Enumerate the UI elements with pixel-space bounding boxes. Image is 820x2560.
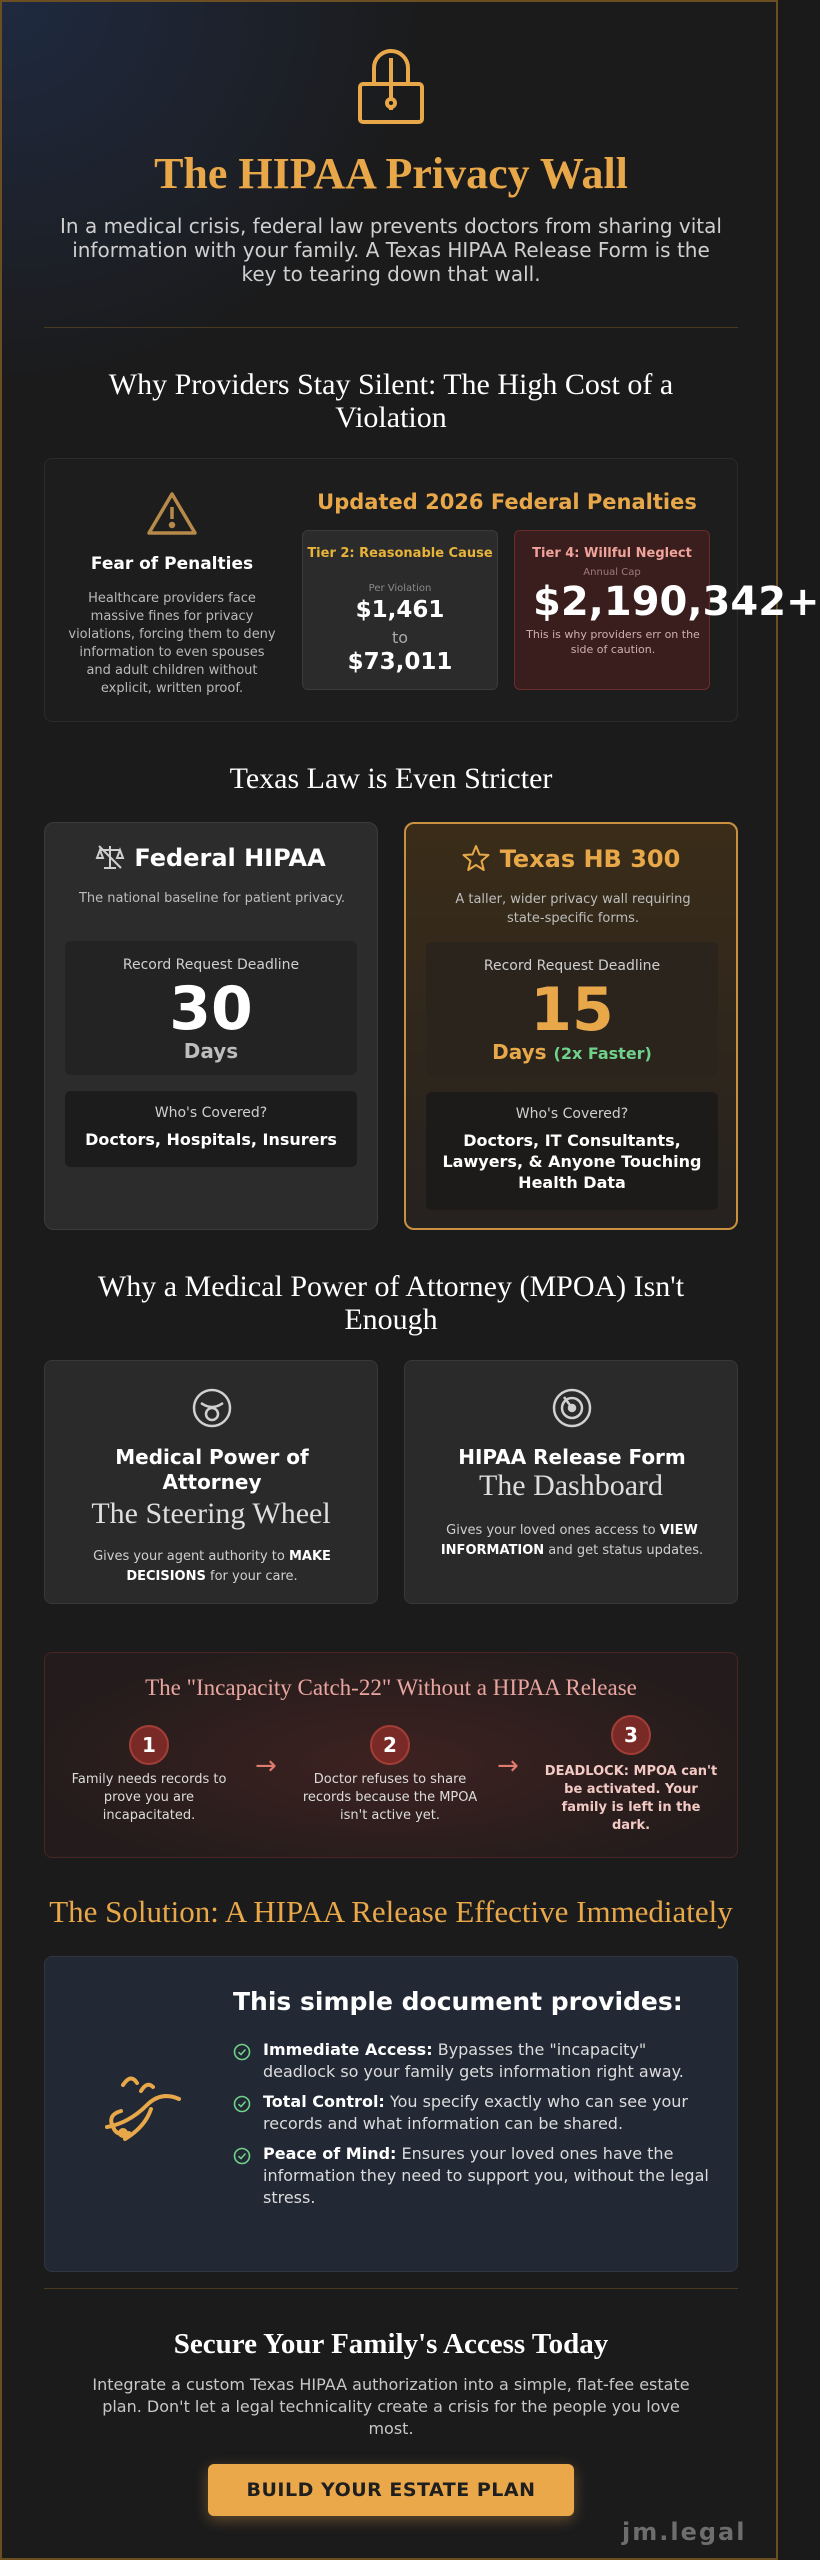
hipaa-release-metaphor: The Dashboard xyxy=(478,1469,664,1502)
texas-title-row xyxy=(406,844,736,873)
solution-item: Immediate Access: Bypasses the "incapacity" deadlock so your family gets information right away. xyxy=(233,2039,713,2083)
check-circle-icon xyxy=(233,2147,251,2165)
fear-title: Fear of Penalties xyxy=(90,554,254,574)
section-title-solution: The Solution: A HIPAA Release Effective Immediately xyxy=(49,1894,733,1929)
mpoa-card xyxy=(44,1360,378,1604)
solution-heading: This simple document provides: xyxy=(233,1987,683,2016)
solution-item: Peace of Mind: Ensures your loved ones have the information they need to support you, without the legal stress. xyxy=(233,2143,713,2209)
step-text: DEADLOCK: MPOA can't be activated. Your family is left in the dark. xyxy=(544,1764,718,1833)
brand-logo: jm.legal xyxy=(622,2518,747,2546)
texas-deadline-value: 15 xyxy=(530,975,614,1045)
federal-desc: The national baseline for patient privacy. xyxy=(78,891,346,906)
texas-deadline-unit-row xyxy=(426,1040,718,1064)
step-text: Family needs records to prove you are incapacitated. xyxy=(71,1772,227,1823)
federal-covered-label: Who's Covered? xyxy=(154,1105,268,1121)
steering-wheel-icon xyxy=(191,1387,233,1429)
step-number: 1 xyxy=(129,1725,169,1765)
federal-deadline-unit: Days xyxy=(183,1039,239,1063)
tier2-min: $1,461 xyxy=(355,597,445,623)
build-estate-plan-button[interactable]: BUILD YOUR ESTATE PLAN xyxy=(208,2464,574,2516)
warning-triangle-icon xyxy=(146,490,198,536)
section-title-mpoa: Why a Medical Power of Attorney (MPOA) Isn't Enough xyxy=(97,1270,685,1336)
texas-covered-label: Who's Covered? xyxy=(515,1106,629,1122)
section-title-texas: Texas Law is Even Stricter xyxy=(229,762,553,795)
step-number: 2 xyxy=(370,1725,410,1765)
hipaa-release-desc: Gives your loved ones access to VIEW INFORMATION and get status updates. xyxy=(440,1523,704,1558)
tier2-note: Per Violation xyxy=(368,583,432,594)
federal-title-row xyxy=(45,843,377,872)
dashboard-gauge-icon xyxy=(551,1387,593,1429)
key-unlock-icon xyxy=(93,2057,193,2157)
texas-covered-value: Doctors, IT Consultants, Lawyers, & Anyone Touching Health Data xyxy=(442,1131,702,1192)
catch22-title: The "Incapacity Catch-22" Without a HIPAA Release xyxy=(145,1675,637,1700)
mpoa-metaphor: The Steering Wheel xyxy=(91,1497,331,1530)
fear-text: Healthcare providers face massive fines for privacy violations, forcing them to deny information to even spouses and adult children without explicit, written proof. xyxy=(68,591,276,696)
hipaa-release-title: HIPAA Release Form xyxy=(458,1445,686,1469)
texas-hb300-card xyxy=(404,822,738,1230)
solution-item: Total Control: You specify exactly who can see your records and what information can be shared. xyxy=(233,2091,713,2135)
tier2-card xyxy=(302,530,498,690)
divider xyxy=(44,2288,738,2289)
federal-deadline-value: 30 xyxy=(169,974,253,1044)
arrow-right-icon: → xyxy=(497,1751,519,1781)
solution-card xyxy=(44,1956,738,2272)
page-title: The HIPAA Privacy Wall xyxy=(154,149,628,198)
mpoa-desc: Gives your agent authority to MAKE DECISIONS for your care. xyxy=(93,1549,331,1584)
page-subtitle: In a medical crisis, federal law prevents doctors from sharing vital information with your family. A Texas HIPAA Release Form is the key to tearing down that wall. xyxy=(60,214,722,286)
federal-covered-value: Doctors, Hospitals, Insurers xyxy=(85,1130,337,1149)
texas-deadline-unit: Days xyxy=(492,1040,547,1064)
texas-covered-box xyxy=(426,1092,718,1210)
star-icon xyxy=(462,844,490,872)
federal-covered-box xyxy=(65,1091,357,1167)
step-number: 3 xyxy=(611,1715,651,1755)
arrow-right-icon: → xyxy=(255,1751,277,1781)
tier2-max: $73,011 xyxy=(347,649,453,675)
section-title-penalties: Why Providers Stay Silent: The High Cost of a Violation xyxy=(108,368,674,434)
check-circle-icon xyxy=(233,2043,251,2061)
cta-title: Secure Your Family's Access Today xyxy=(173,2328,609,2360)
texas-deadline-label: Record Request Deadline xyxy=(483,958,661,974)
texas-faster-badge: (2x Faster) xyxy=(553,1044,652,1063)
padlock-icon xyxy=(352,50,430,126)
check-circle-icon xyxy=(233,2095,251,2113)
tier4-value: $2,190,342+ xyxy=(533,579,820,625)
federal-hipaa-card xyxy=(44,822,378,1230)
texas-desc: A taller, wider privacy wall requiring state-specific forms. xyxy=(455,892,691,926)
tier2-to: to xyxy=(391,628,409,647)
federal-deadline-box xyxy=(65,941,357,1075)
tier4-name: Tier 4: Willful Neglect xyxy=(532,546,692,561)
scales-icon xyxy=(96,843,124,871)
mpoa-title: Medical Power of Attorney xyxy=(115,1445,309,1494)
tier4-note: Annual Cap xyxy=(583,567,641,578)
federal-title: Federal HIPAA xyxy=(134,844,326,872)
tier2-name: Tier 2: Reasonable Cause xyxy=(307,546,493,561)
tier4-card xyxy=(514,530,820,690)
federal-deadline-label: Record Request Deadline xyxy=(122,957,300,973)
cta-text: Integrate a custom Texas HIPAA authorization into a simple, flat-fee estate plan. Don't let a legal technicality create a crisis for the people you love most. xyxy=(92,2375,690,2438)
tier4-caption: This is why providers err on the side of caution. xyxy=(526,628,700,656)
step-text: Doctor refuses to share records because the MPOA isn't active yet. xyxy=(302,1772,478,1823)
penalties-heading: Updated 2026 Federal Penalties xyxy=(317,490,697,514)
divider xyxy=(44,327,738,328)
texas-title: Texas HB 300 xyxy=(499,845,681,873)
texas-deadline-box xyxy=(426,942,718,1076)
hipaa-release-card xyxy=(404,1360,738,1604)
catch22-panel xyxy=(44,1652,738,1858)
